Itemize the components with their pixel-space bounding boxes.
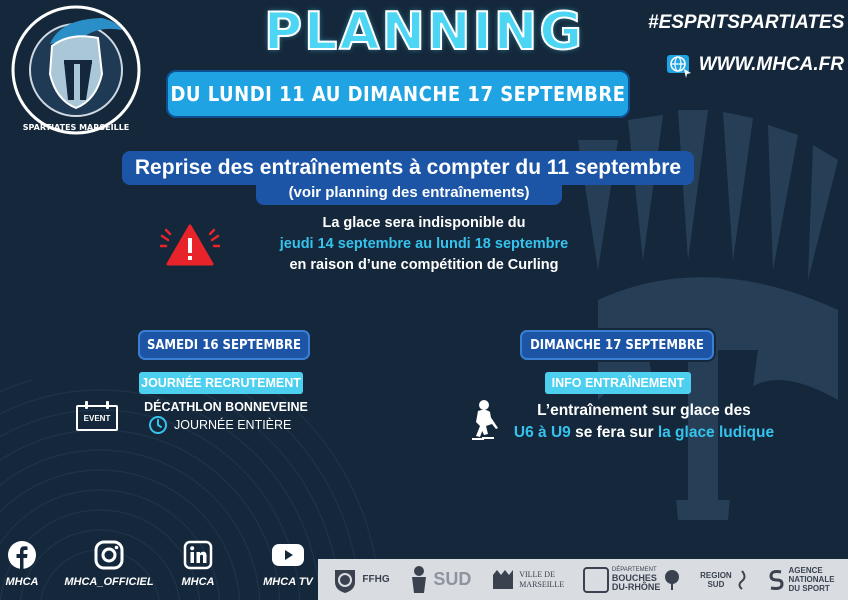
partner-sud-hockey xyxy=(408,565,471,595)
sunday-ice-name: la glace ludique xyxy=(657,424,775,441)
sud-label: SUD xyxy=(433,569,472,589)
social-links xyxy=(0,540,320,600)
sunday-info-mid: se fera sur xyxy=(570,424,658,441)
partner-region-sud xyxy=(700,569,749,591)
saturday-label: SAMEDI 16 SEPTEMBRE xyxy=(138,330,310,360)
event-icon-label: EVENT xyxy=(76,405,118,431)
saturday-duration-row xyxy=(148,414,291,436)
social-label: MHCA xyxy=(5,576,39,588)
notice-line-1: La glace sera indisponible du xyxy=(322,215,526,231)
dates-banner: DU LUNDI 11 AU DIMANCHE 17 SEPTEMBRE xyxy=(166,70,630,118)
social-label: MHCA TV xyxy=(263,576,313,588)
region-emblem-icon xyxy=(735,569,749,591)
logo-text: SPARTIATES MARSEILLE xyxy=(22,123,130,132)
sunday-label: DIMANCHE 17 SEPTEMBRE xyxy=(520,330,714,360)
saturday-tag: JOURNÉE RECRUTEMENT xyxy=(139,372,303,394)
reprise-banner: Reprise des entraînements à compter du 11 septembre xyxy=(122,151,694,185)
social-facebook[interactable] xyxy=(2,540,42,588)
social-label: MHCA_OFFICIEL xyxy=(64,576,154,588)
agence-line2: NATIONALE xyxy=(788,575,835,584)
region-line2: SUD xyxy=(707,579,725,589)
agence-line1: AGENCE xyxy=(788,566,823,575)
saturday-place: DÉCATHLON BONNEVEINE xyxy=(144,400,308,414)
saturday-duration: JOURNÉE ENTIÈRE xyxy=(174,418,292,432)
ice-unavailable-notice xyxy=(240,213,608,276)
sunday-tag: INFO ENTRAÎNEMENT xyxy=(545,372,691,394)
instagram-icon xyxy=(94,540,124,570)
page-title: PLANNING xyxy=(263,2,585,62)
tree-icon xyxy=(663,569,681,591)
ffhg-logo-icon xyxy=(331,566,359,594)
region-line1: REGION xyxy=(700,570,732,580)
facebook-icon xyxy=(7,540,37,570)
clock-icon xyxy=(148,415,168,435)
sunday-info-line-1: L’entraînement sur glace des xyxy=(537,402,751,419)
linkedin-icon xyxy=(183,540,213,570)
partner-ffhg xyxy=(331,566,389,594)
social-youtube[interactable] xyxy=(262,540,314,588)
marseille-crest-icon xyxy=(490,567,516,593)
social-linkedin[interactable] xyxy=(178,540,218,588)
ans-logo-icon xyxy=(767,568,785,592)
dept-line1: BOUCHES xyxy=(611,573,657,583)
partner-agence-sport xyxy=(767,566,834,593)
hockey-player-icon xyxy=(468,398,502,444)
dept-line2: DU-RHÔNE xyxy=(611,582,661,592)
hashtag-text: #ESPRITSPARTIATES xyxy=(648,12,845,33)
ville-line1: VILLE DE xyxy=(519,569,555,579)
sunday-training-info xyxy=(504,400,784,444)
social-instagram[interactable] xyxy=(64,540,154,588)
dept-small: DÉPARTEMENT xyxy=(611,567,657,573)
notice-line-2: jeudi 14 septembre au lundi 18 septembre xyxy=(279,236,569,252)
social-label: MHCA xyxy=(181,576,215,588)
website-text: WWW.MHCA.FR xyxy=(698,54,844,75)
youtube-icon xyxy=(271,540,305,570)
ville-line2: MARSEILLE xyxy=(519,579,565,589)
globe-icon xyxy=(665,51,693,79)
sunday-info-line-2 xyxy=(504,422,784,444)
partners-bar xyxy=(318,559,848,600)
voir-planning-banner: (voir planning des entraînements) xyxy=(256,179,562,205)
notice-line-3: en raison d’une compétition de Curling xyxy=(289,257,559,273)
event-icon xyxy=(76,402,118,432)
partner-ville-marseille xyxy=(490,567,564,593)
ffhg-label: FFHG xyxy=(362,574,390,585)
bdr-logo-icon xyxy=(583,567,609,593)
warning-icon xyxy=(160,222,220,268)
partner-bouches-du-rhone xyxy=(583,567,682,593)
spartan-figure-icon xyxy=(408,565,430,595)
agence-line3: DU SPORT xyxy=(788,584,830,593)
sunday-age-group: U6 à U9 xyxy=(513,424,571,441)
website-link[interactable] xyxy=(664,52,844,78)
